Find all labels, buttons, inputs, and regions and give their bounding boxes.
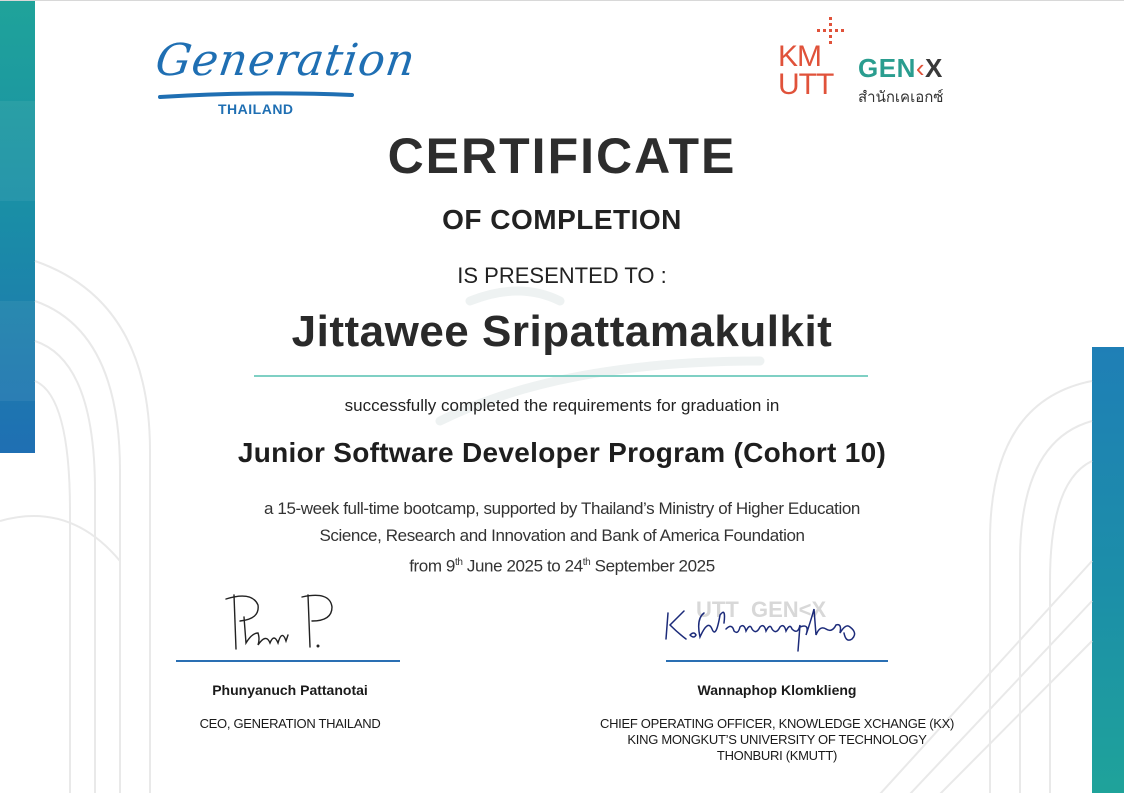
signatory-left-title: CEO, GENERATION THAILAND: [199, 716, 381, 731]
signatory-left-name: Phunyanuch Pattanotai: [212, 682, 368, 698]
presented-to-label: IS PRESENTED TO :: [457, 263, 667, 288]
recipient-underline: [254, 375, 868, 377]
signatory-right-title: CHIEF OPERATING OFFICER, KNOWLEDGE XCHANGE (KX) KING MONGKUT’S UNIVERSITY OF TECHNOLOGY THONBURI (KMUTT): [599, 716, 955, 763]
completion-statement: successfully completed the requirements for graduation in: [344, 396, 780, 415]
signature-left: [222, 589, 342, 651]
kmutt-wordmark: KM UTT: [778, 40, 834, 101]
logo-swoosh-icon: [158, 90, 354, 100]
program-name: Junior Software Developer Program (Cohort 10): [237, 437, 887, 468]
generation-logo-script: Generation: [152, 35, 420, 86]
genx-wordmark: GEN‹X: [858, 53, 943, 83]
kmutt-genx-logo: [776, 15, 966, 105]
recipient-name: Jittawee Sripattamakulkit: [291, 307, 833, 356]
faint-genx-stamp: UTT GEN<X: [696, 597, 827, 622]
certificate-subtitle: OF COMPLETION: [442, 204, 682, 235]
certificate-title: CERTIFICATE: [387, 128, 737, 184]
generation-thailand-logo: [152, 35, 420, 119]
signature-right: [660, 599, 882, 657]
signature-line-left: [176, 660, 400, 662]
program-description: [0, 495, 1124, 580]
description-line-1: a 15-week full-time bootcamp, supported by Thailand’s Ministry of Higher Education: [264, 499, 860, 518]
generation-logo-sub: THAILAND: [218, 101, 294, 117]
genx-thai-label: สำนักเคเอกซ์: [858, 89, 944, 106]
signature-line-right: [666, 660, 888, 662]
description-line-2: Science, Research and Innovation and Bank of America Foundation: [319, 526, 805, 545]
program-dates: from 9th June 2025 to 24th September 2025: [409, 556, 715, 576]
signatory-right-name: Wannaphop Klomklieng: [697, 682, 857, 698]
